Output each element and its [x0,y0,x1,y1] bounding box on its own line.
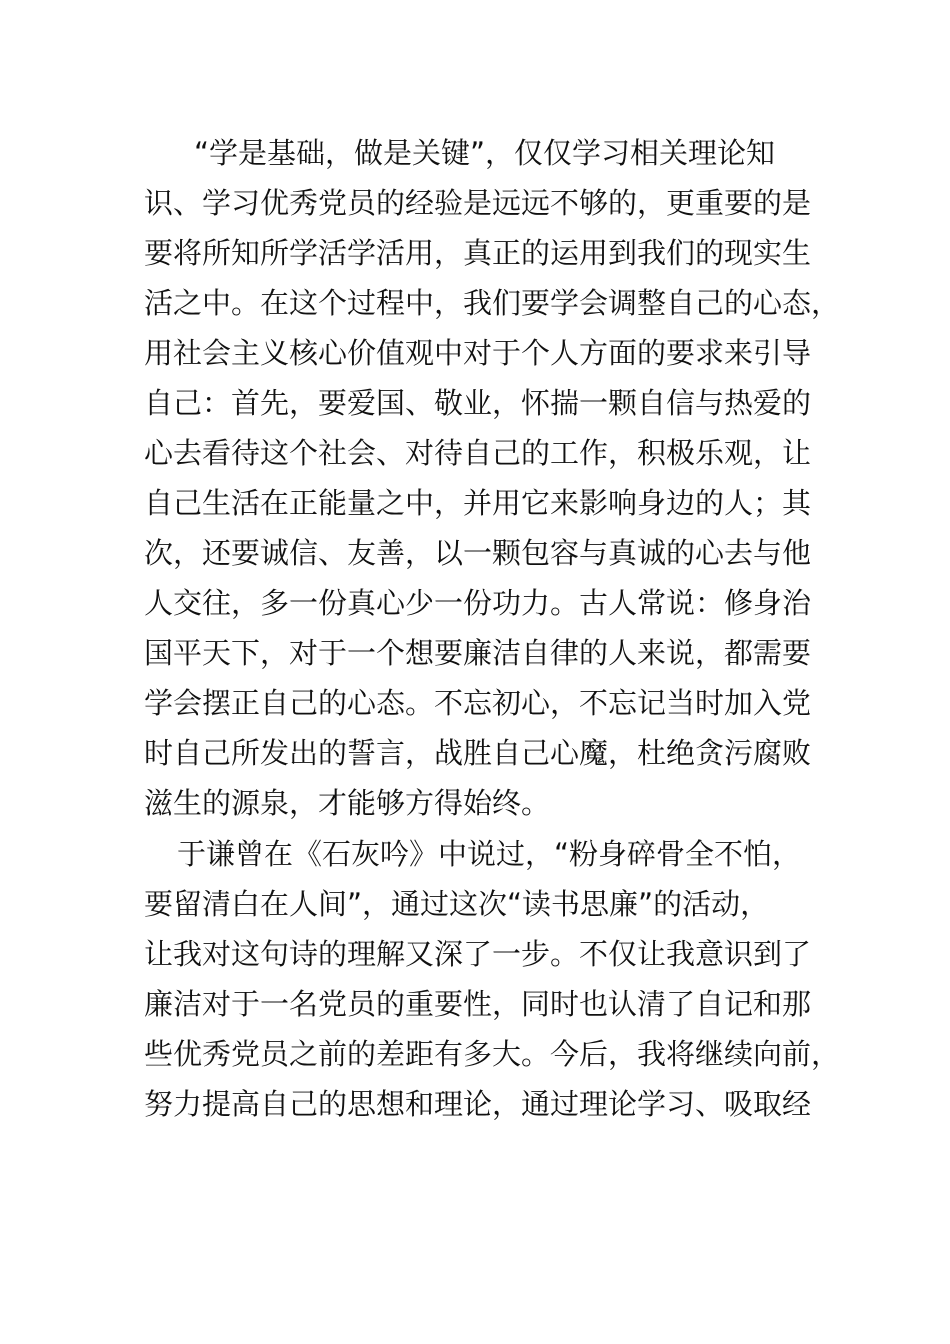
paragraph-line: 用社会主义核心价值观中对于个人方面的要求来引导 [144,336,812,370]
paragraph-line: 国平天下，对于一个想要廉洁自律的人来说，都需要 [144,636,812,670]
paragraph-line: 心去看待这个社会、对待自己的工作，积极乐观，让 [144,436,812,470]
paragraph-line: 些优秀党员之前的差距有多大。今后，我将继续向前， [144,1037,841,1071]
paragraph-line: 识、学习优秀党员的经验是远远不够的，更重要的是 [144,186,812,220]
paragraph-line: 努力提高自己的思想和理论，通过理论学习、吸取经 [144,1087,812,1121]
paragraph-line: 自己：首先，要爱国、敬业，怀揣一颗自信与热爱的 [144,386,812,420]
paragraph-line: 自己生活在正能量之中，并用它来影响身边的人；其 [144,486,812,520]
paragraph-2 [144,829,841,1129]
paragraph-line: 让我对这句诗的理解又深了一步。不仅让我意识到了 [144,937,812,971]
paragraph-line: 要将所知所学活学活用，真正的运用到我们的现实生 [144,236,812,270]
paragraph-line: 活之中。在这个过程中，我们要学会调整自己的心态， [144,286,841,320]
paragraph-1 [144,128,841,828]
paragraph-line: 时自己所发出的誓言，战胜自己心魔，杜绝贪污腐败 [144,736,812,770]
paragraph-line: 次，还要诚信、友善，以一颗包容与真诚的心去与他 [144,536,812,570]
paragraph-line: 滋生的源泉，才能够方得始终。 [144,786,551,820]
paragraph-line: “学是基础，做是关键”，仅仅学习相关理论知 [194,136,776,170]
paragraph-line: 廉洁对于一名党员的重要性，同时也认清了自记和那 [144,987,812,1021]
paragraph-line: 学会摆正自己的心态。不忘初心，不忘记当时加入党 [144,686,812,720]
paragraph-line: 要留清白在人间”，通过这次“读书思廉”的活动， [144,887,770,921]
paragraph-line: 人交往，多一份真心少一份功力。古人常说：修身治 [144,586,812,620]
paragraph-line: 于谦曾在《石灰吟》中说过，“粉身碎骨全不怕， [177,837,802,871]
